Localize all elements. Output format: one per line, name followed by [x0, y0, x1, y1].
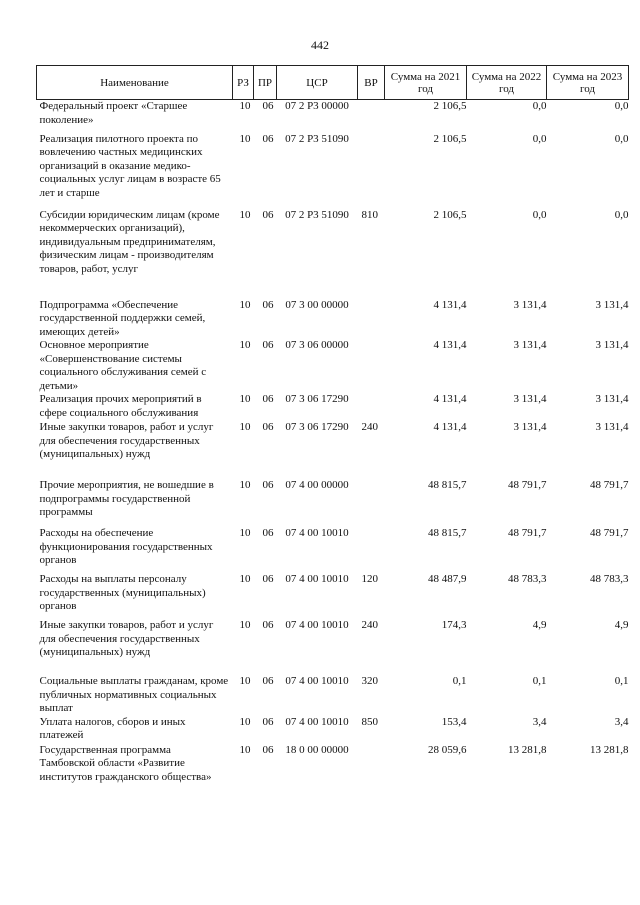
cell-y2023: 3 131,4: [595, 421, 629, 433]
cell-vr: [358, 393, 385, 421]
cell-name: Государственная программа Тамбовской области «Развитие институтов гражданского общества»: [39, 743, 212, 783]
cell-name: Основное мероприятие «Совершенствование системы социального обслуживания семей с детьми»: [39, 339, 207, 392]
cell-name: Федеральный проект «Старшее поколение»: [39, 100, 188, 126]
cell-pr: 06: [262, 208, 274, 221]
table-row: [37, 573, 629, 619]
table-header-row: [37, 66, 629, 100]
cell-y2021: 28 059,6: [428, 743, 467, 756]
table-row: [37, 716, 629, 744]
cell-pr: 06: [262, 715, 274, 728]
cell-y2021: 4 131,4: [433, 393, 467, 405]
cell-vr: [358, 479, 385, 527]
cell-y2022: 13 281,8: [508, 743, 547, 756]
table-row: [37, 421, 629, 479]
cell-y2023: 0,0: [614, 132, 629, 145]
cell-name: Иные закупки товаров, работ и услуг для обеспечения государственных (муниципальных) нужд: [39, 421, 214, 460]
cell-y2022: 0,1: [532, 675, 547, 687]
header-sum-2022: Сумма на 2022 год: [467, 66, 547, 100]
cell-name: Расходы на выплаты персоналу государственных (муниципальных) органов: [39, 573, 206, 612]
cell-vr: 320: [361, 675, 378, 687]
header-sum-2023: Сумма на 2023 год: [547, 66, 629, 100]
table-row: [37, 339, 629, 393]
cell-y2023: 3 131,4: [595, 339, 629, 351]
budget-table: [36, 65, 629, 790]
cell-csr: 07 4 00 10010: [285, 573, 349, 585]
cell-y2022: 3 131,4: [513, 421, 547, 433]
table-row: [37, 675, 629, 716]
cell-rz: 10: [239, 132, 251, 145]
cell-y2022: 3 131,4: [513, 339, 547, 351]
cell-pr: 06: [262, 743, 274, 756]
cell-rz: 10: [239, 421, 251, 433]
cell-name: Социальные выплаты гражданам, кроме публичных нормативных социальных выплат: [39, 675, 229, 714]
cell-vr: [358, 133, 385, 209]
cell-y2021: 2 106,5: [433, 208, 467, 221]
cell-y2022: 0,0: [532, 100, 547, 112]
page-number: 442: [311, 38, 329, 52]
cell-y2022: 0,0: [532, 208, 547, 221]
header-sum-2021: Сумма на 2021 год: [385, 66, 467, 100]
cell-y2021: 4 131,4: [433, 421, 467, 433]
cell-name: Иные закупки товаров, работ и услуг для обеспечения государственных (муниципальных) нужд: [39, 619, 214, 658]
cell-name: Подпрограмма «Обеспечение государственной поддержки семей, имеющих детей»: [39, 298, 206, 338]
cell-csr: 07 4 00 10010: [285, 619, 349, 631]
cell-pr: 06: [262, 132, 274, 145]
cell-csr: 18 0 00 00000: [285, 743, 349, 756]
header-csr: ЦСР: [277, 66, 358, 100]
cell-y2021: 174,3: [441, 619, 467, 631]
cell-y2023: 48 783,3: [590, 573, 629, 585]
cell-y2023: 48 791,7: [590, 527, 629, 539]
cell-pr: 06: [262, 393, 274, 405]
cell-pr: 06: [262, 527, 274, 539]
cell-y2021: 48 815,7: [428, 479, 467, 491]
header-vr: ВР: [358, 66, 385, 100]
cell-y2023: 3 131,4: [595, 393, 629, 405]
cell-rz: 10: [239, 479, 251, 491]
table-body: [37, 100, 629, 790]
cell-vr: 240: [361, 421, 378, 433]
table-row: [37, 209, 629, 299]
cell-rz: 10: [239, 715, 251, 728]
cell-rz: 10: [239, 675, 251, 687]
cell-y2023: 4,9: [614, 619, 629, 631]
cell-vr: 850: [361, 715, 378, 728]
cell-y2021: 48 815,7: [428, 527, 467, 539]
cell-csr: 07 2 P3 00000: [285, 100, 349, 112]
cell-vr: [358, 744, 385, 790]
cell-vr: [358, 527, 385, 573]
cell-y2022: 48 791,7: [508, 479, 547, 491]
cell-y2021: 48 487,9: [428, 573, 467, 585]
cell-csr: 07 3 06 00000: [285, 339, 349, 351]
table-row: [37, 744, 629, 790]
table-row: [37, 133, 629, 209]
cell-csr: 07 4 00 10010: [285, 715, 349, 728]
cell-vr: 120: [361, 573, 378, 585]
cell-csr: 07 4 00 10010: [285, 675, 349, 687]
header-name: Наименование: [37, 66, 233, 100]
cell-rz: 10: [239, 573, 251, 585]
cell-csr: 07 3 06 17290: [285, 421, 349, 433]
cell-rz: 10: [239, 527, 251, 539]
cell-pr: 06: [262, 619, 274, 631]
cell-csr: 07 3 06 17290: [285, 393, 349, 405]
cell-rz: 10: [239, 743, 251, 756]
cell-csr: 07 4 00 00000: [285, 479, 349, 491]
cell-y2023: 48 791,7: [590, 479, 629, 491]
cell-y2021: 4 131,4: [433, 339, 467, 351]
cell-pr: 06: [262, 298, 274, 311]
cell-pr: 06: [262, 675, 274, 687]
cell-y2022: 0,0: [532, 132, 547, 145]
header-pr: ПР: [254, 66, 277, 100]
cell-vr: [358, 339, 385, 393]
cell-y2021: 4 131,4: [433, 298, 467, 311]
cell-pr: 06: [262, 573, 274, 585]
cell-vr: [358, 100, 385, 133]
cell-y2022: 3 131,4: [513, 298, 547, 311]
cell-rz: 10: [239, 339, 251, 351]
table-row: [37, 299, 629, 340]
cell-y2022: 3,4: [532, 715, 547, 728]
cell-name: Уплата налогов, сборов и иных платежей: [39, 715, 186, 741]
cell-rz: 10: [239, 298, 251, 311]
cell-vr: [358, 299, 385, 340]
cell-y2021: 153,4: [441, 715, 467, 728]
cell-rz: 10: [239, 100, 251, 112]
cell-csr: 07 2 P3 51090: [285, 208, 349, 221]
cell-y2023: 3,4: [614, 715, 629, 728]
cell-y2023: 3 131,4: [595, 298, 629, 311]
cell-name: Реализация пилотного проекта по вовлечению частных медицинских организаций в оказание медико-социальных услуг лицам в возрасте 65 лет и старше: [39, 132, 221, 199]
cell-csr: 07 4 00 10010: [285, 527, 349, 539]
table-row: [37, 100, 629, 133]
cell-pr: 06: [262, 421, 274, 433]
cell-vr: 810: [361, 208, 378, 221]
cell-y2022: 3 131,4: [513, 393, 547, 405]
cell-y2023: 13 281,8: [590, 743, 629, 756]
cell-pr: 06: [262, 479, 274, 491]
cell-rz: 10: [239, 393, 251, 405]
cell-name: Субсидии юридическим лицам (кроме некоммерческих организаций), индивидуальным предпринимателям, физическим лицам - производителям товаров, работ, услуг: [39, 208, 220, 275]
cell-y2023: 0,1: [614, 675, 629, 687]
cell-csr: 07 3 00 00000: [285, 298, 349, 311]
cell-y2023: 0,0: [614, 208, 629, 221]
cell-y2022: 4,9: [532, 619, 547, 631]
header-rz: РЗ: [233, 66, 254, 100]
cell-pr: 06: [262, 100, 274, 112]
cell-rz: 10: [239, 208, 251, 221]
table-row: [37, 479, 629, 527]
cell-rz: 10: [239, 619, 251, 631]
cell-y2023: 0,0: [614, 100, 629, 112]
cell-name: Реализация прочих мероприятий в сфере социального обслуживания: [39, 393, 202, 419]
table-row: [37, 619, 629, 675]
cell-name: Расходы на обеспечение функционирования государственных органов: [39, 527, 213, 566]
cell-y2022: 48 783,3: [508, 573, 547, 585]
cell-pr: 06: [262, 339, 274, 351]
cell-y2021: 2 106,5: [433, 100, 467, 112]
cell-y2021: 2 106,5: [433, 132, 467, 145]
table-row: [37, 527, 629, 573]
cell-name: Прочие мероприятия, не вошедшие в подпрограммы государственной программы: [39, 479, 214, 518]
cell-vr: 240: [361, 619, 378, 631]
cell-y2021: 0,1: [452, 675, 467, 687]
cell-y2022: 48 791,7: [508, 527, 547, 539]
table-row: [37, 393, 629, 421]
cell-csr: 07 2 P3 51090: [285, 132, 349, 145]
